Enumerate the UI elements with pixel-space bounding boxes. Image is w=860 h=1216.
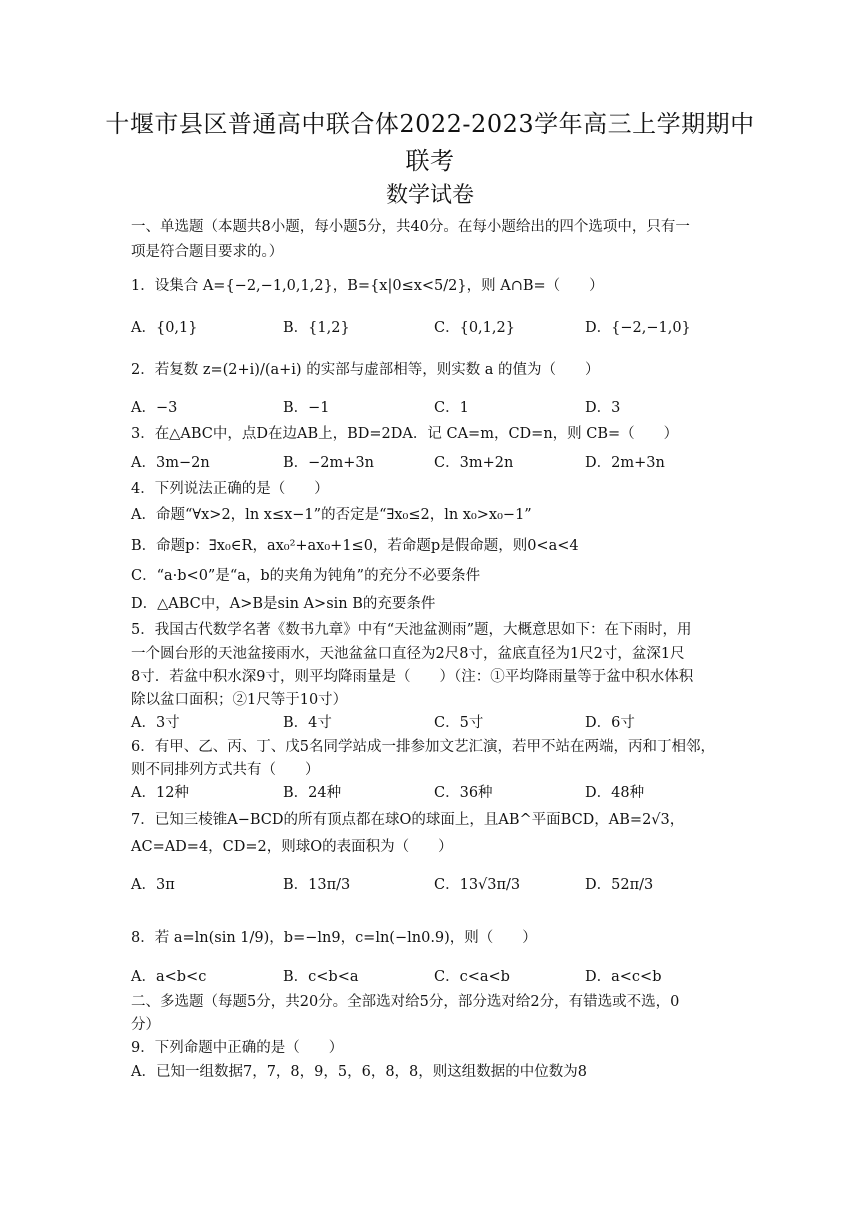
q7-option-a: A．3π	[131, 877, 175, 893]
exam-subject: 数学试卷	[385, 183, 474, 208]
q3-option-d: D．2m+3n	[585, 455, 665, 471]
q7-option-c: C．13√3π/3	[434, 877, 521, 893]
q6-option-c: C．36种	[434, 785, 493, 801]
question-3: 3．在△ABC中，点D在边AB上，BD=2DA．记 CA=m，CD=n，则 CB=（ ）	[131, 426, 679, 442]
q3-option-c: C．3m+2n	[434, 455, 514, 471]
q8-option-d: D．a<c<b	[585, 969, 662, 985]
section1-heading-cont: 项是符合题目要求的。）	[131, 244, 284, 260]
q4-statement-b: B．命题p：∃x₀∈R，ax₀²+ax₀+1≤0，若命题p是假命题，则0<a<4	[131, 538, 579, 554]
q5-option-a: A．3寸	[131, 715, 180, 731]
q3-option-b: B．−2m+3n	[283, 455, 374, 471]
q4-statement-d: D．△ABC中，A>B是sin A>sin B的充要条件	[131, 596, 436, 612]
q8-option-b: B．c<b<a	[283, 969, 359, 985]
q6-option-d: D．48种	[585, 785, 645, 801]
q2-option-d: D．3	[585, 400, 621, 416]
q9-option-a: A．已知一组数据7，7，8，9，5，6，8，8，则这组数据的中位数为8	[131, 1064, 587, 1080]
question-5-line4: 除以盆口面积；②1尺等于10寸）	[131, 692, 348, 708]
q8-option-a: A．a<b<c	[131, 969, 207, 985]
q1-option-b: B．{1,2}	[283, 320, 350, 336]
section1-heading: 一、单选题（本题共8小题，每小题5分，共40分。在每小题给出的四个选项中，只有一	[131, 219, 690, 235]
q1-option-c: C．{0,1,2}	[434, 320, 515, 336]
question-5-line1: 5．我国古代数学名著《数书九章》中有“天池盆测雨”题，大概意思如下：在下雨时，用	[131, 622, 692, 638]
question-5-line2: 一个圆台形的天池盆接雨水，天池盆盆口直径为2尺8寸，盆底直径为1尺2寸，盆深1尺	[131, 646, 685, 662]
q1-option-d: D．{−2,−1,0}	[585, 320, 691, 336]
section2-heading-cont: 分）	[131, 1017, 160, 1033]
exam-title-line1: 十堰市县区普通高中联合体2022-2023学年高三上学期期中	[105, 110, 755, 138]
q2-option-b: B．−1	[283, 400, 330, 416]
q2-option-a: A．−3	[131, 400, 178, 416]
question-8: 8．若 a=ln(sin 1/9)，b=−ln9，c=ln(−ln0.9)，则（ ）	[131, 930, 537, 946]
q6-option-b: B．24种	[283, 785, 342, 801]
q5-option-d: D．6寸	[585, 715, 635, 731]
question-5-line3: 8寸．若盆中积水深9寸，则平均降雨量是（ ）（注：①平均降雨量等于盆中积水体积	[131, 669, 694, 685]
question-2: 2．若复数 z=(2+i)/(a+i) 的实部与虚部相等，则实数 a 的值为（ ）	[131, 362, 600, 378]
section2-heading: 二、多选题（每题5分，共20分。全部选对给5分，部分选对给2分，有错选或不选，0	[131, 994, 680, 1010]
q8-option-c: C．c<a<b	[434, 969, 510, 985]
q4-statement-a: A．命题“∀x>2，ln x≤x−1”的否定是“∃x₀≤2，ln x₀>x₀−1”	[131, 507, 532, 523]
q5-option-b: B．4寸	[283, 715, 332, 731]
q5-option-c: C．5寸	[434, 715, 484, 731]
question-1: 1．设集合 A={−2,−1,0,1,2}，B={x|0≤x<5/2}，则 A∩B=（ ）	[131, 278, 604, 294]
q3-option-a: A．3m−2n	[131, 455, 210, 471]
q6-option-a: A．12种	[131, 785, 189, 801]
q4-statement-c: C．“a·b<0”是“a，b的夹角为钝角”的充分不必要条件	[131, 568, 481, 584]
question-7-line2: AC=AD=4，CD=2，则球O的表面积为（ ）	[131, 839, 453, 855]
question-9: 9．下列命题中正确的是（ ）	[131, 1040, 344, 1056]
question-4: 4．下列说法正确的是（ ）	[131, 481, 329, 497]
q7-option-b: B．13π/3	[283, 877, 351, 893]
question-7-line1: 7．已知三棱锥A−BCD的所有顶点都在球O的球面上，且AB^平面BCD，AB=2√3，	[131, 812, 685, 828]
q1-option-a: A．{0,1}	[131, 320, 198, 336]
exam-title-line2: 联考	[405, 147, 455, 175]
question-6-line1: 6．有甲、乙、丙、丁、戊5名同学站成一排参加文艺汇演，若甲不站在两端，丙和丁相邻，	[131, 739, 715, 755]
question-6-line2: 则不同排列方式共有（ ）	[131, 762, 320, 778]
q2-option-c: C．1	[434, 400, 469, 416]
q7-option-d: D．52π/3	[585, 877, 654, 893]
